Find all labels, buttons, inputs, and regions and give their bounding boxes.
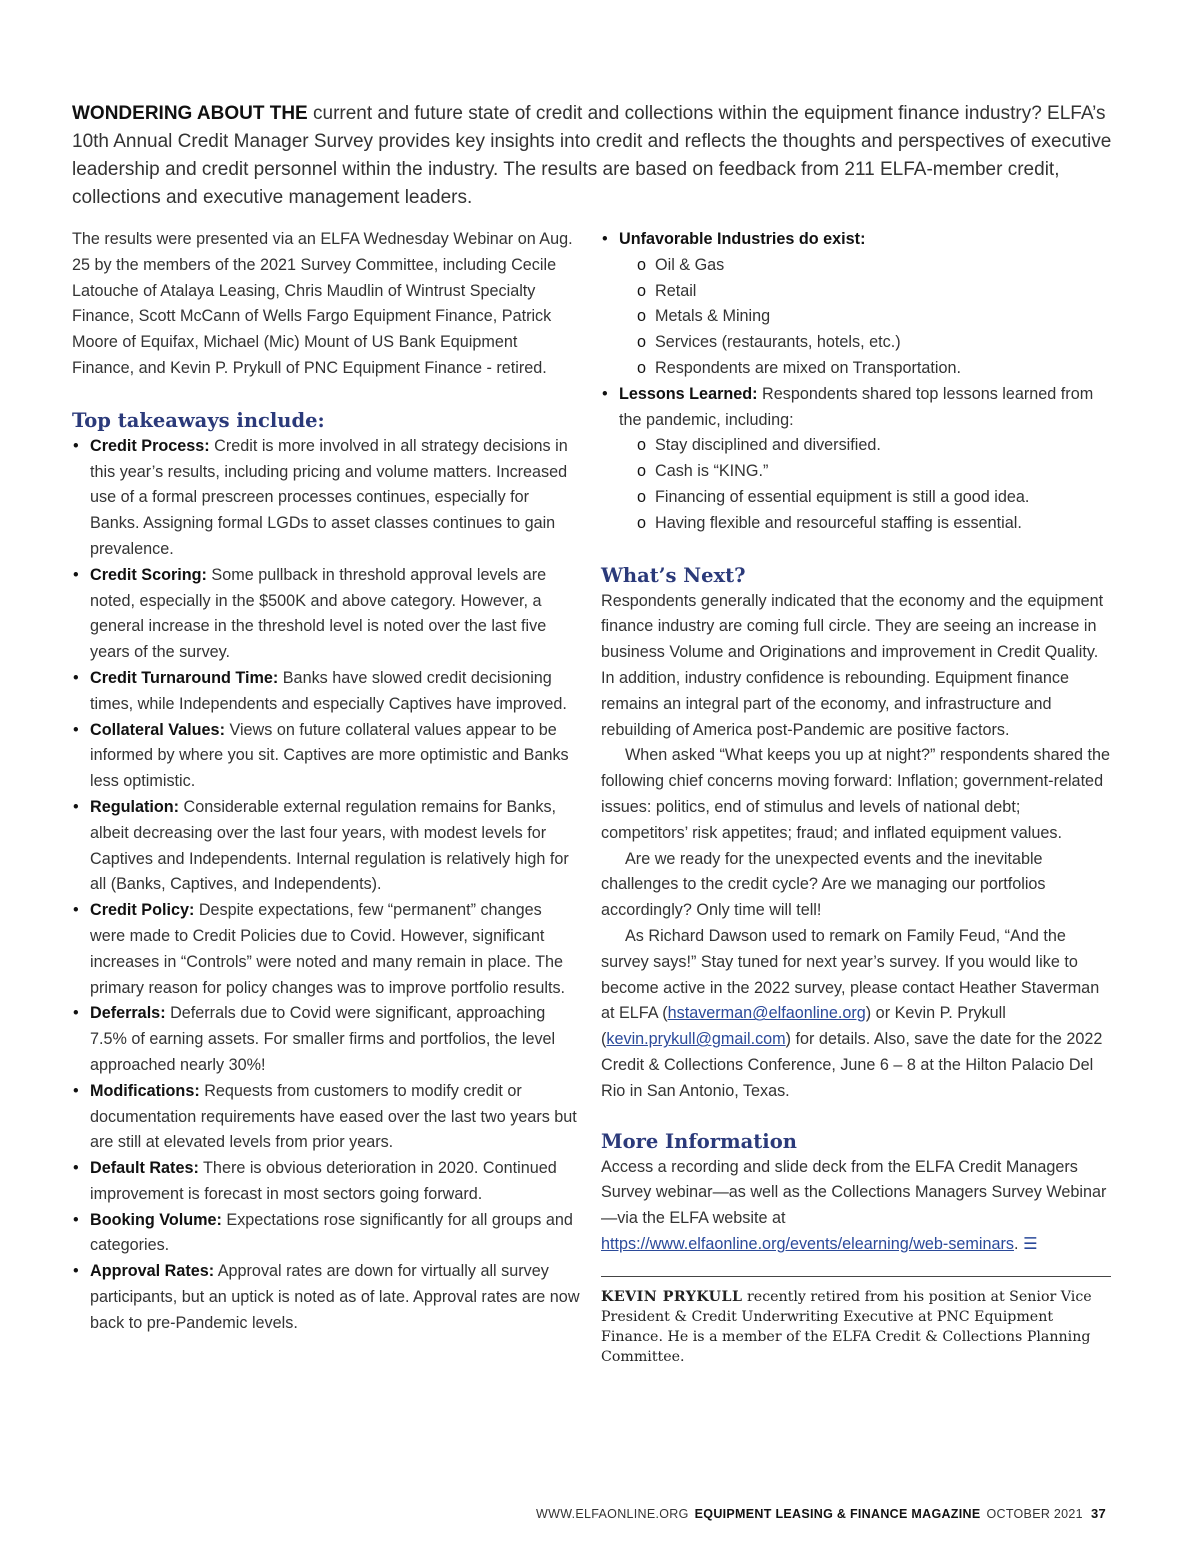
takeaway-text: Credit is more involved in all strategy decisions in this year’s results, including pricing and volume matters. Increased use of a formal prescreen processes continues, especially for Banks. Assigning formal LGDs to asset classes continues to gain prevalence. [90,436,568,558]
more-text: Access a recording and slide deck from the ELFA Credit Managers Survey webinar—as well as the Collections Managers Survey Webinar—via the ELFA website at [601,1157,1107,1228]
footer-site: WWW.ELFAONLINE.ORG [536,1507,689,1521]
takeaway-item [72,1079,580,1156]
takeaway-item [72,1259,580,1336]
sub-item: o Services (restaurants, hotels, etc.) [637,330,1111,356]
unfavorable-label: Unfavorable Industries do exist: [619,230,866,248]
sub-item: o Retail [637,279,1111,305]
next-paragraph-1: Respondents generally indicated that the economy and the equipment finance industry are coming full circle. They are seeing an increase in business Volume and Originations and improvement in Credit Quality. In addition, industry confidence is rebounding. Equipment finance remains an integral part of the economy, and infrastructure and rebuilding of America post-Pandemic are positive factors. [601,591,1104,739]
takeaway-item [72,1208,580,1260]
takeaway-label: Deferrals: [90,1004,166,1023]
bio-divider [601,1276,1111,1277]
more-information-heading: More Information [601,1129,797,1153]
author-bio [601,1287,1111,1367]
sub-item: o Respondents are mixed on Transportation. [637,356,1111,382]
left-column [72,227,580,1337]
email-link-prykull[interactable]: kevin.prykull@gmail.com [606,1030,786,1049]
lessons-text: Respondents shared top lessons learned from the pandemic, including: [619,384,1094,429]
takeaway-text: Approval rates are down for virtually all survey participants, but an uptick is noted as of late. Approval rates are now back to pre-Pandemic levels. [90,1262,580,1332]
whats-next-heading: What’s Next? [601,563,746,587]
takeaway-label: Credit Policy: [90,901,195,920]
top-takeaways-heading: Top takeaways include: [72,408,325,432]
takeaway-label: Booking Volume: [90,1210,222,1229]
takeaway-label: Default Rates: [90,1159,199,1178]
takeaway-item [72,1001,580,1078]
lessons-learned [601,382,1111,537]
more-after: . [1014,1234,1019,1253]
footer-issue: OCTOBER 2021 [986,1507,1083,1521]
takeaway-text: Deferrals due to Covid were significant, approaching 7.5% of earning assets. For smaller firms and portfolios, the level approached nearly 30%! [90,1004,556,1074]
next-p4-part-b: ) or Kevin P. Prykull ( [601,1004,1006,1049]
takeaway-label: Credit Turnaround Time: [90,668,279,687]
intro-paragraph [72,100,1132,212]
page-number: 37 [1090,1506,1106,1521]
sub-item: o Cash is “KING.” [637,459,1111,485]
intro-text: current and future state of credit and collections within the equipment finance industry? ELFA’s 10th Annual Credit Manager Survey provides key insights into credit and reflects the thoughts and perspectives of executive leadership and credit personnel within the industry. The results are based on feedback from 211 ELFA-member credit, collections and executive management leaders. [72,103,1112,208]
takeaway-label: Regulation: [90,797,180,816]
takeaway-text: Banks have slowed credit decisioning times, while Independents and especially Captives have improved. [90,668,567,713]
author-bio-text: recently retired from his position at Senior Vice President & Credit Underwriting Executive at PNC Equipment Finance. He is a member of the ELFA Credit & Collections Planning Committee. [601,1288,1092,1365]
takeaway-item [72,666,580,718]
sub-item: o Stay disciplined and diversified. [637,433,1111,459]
takeaway-text: Expectations rose significantly for all groups and categories. [90,1210,573,1255]
takeaway-item [72,795,580,898]
more-information-paragraph [601,1155,1111,1258]
sub-item: o Oil & Gas [637,253,1111,279]
takeaway-label: Modifications: [90,1081,200,1100]
takeaway-text: Some pullback in threshold approval levels are noted, especially in the $500K and above category. However, a general increase in the threshold level is noted over the last five years of the survey. [90,565,547,662]
page-footer [536,1506,1106,1521]
takeaway-label: Collateral Values: [90,720,225,739]
web-seminars-link[interactable]: https://www.elfaonline.org/events/elearning/web-seminars [601,1234,1014,1253]
footer-magazine: EQUIPMENT LEASING & FINANCE MAGAZINE [694,1507,981,1521]
email-link-staverman[interactable]: hstaverman@elfaonline.org [667,1004,866,1023]
takeaway-item [72,718,580,795]
takeaway-label: Credit Scoring: [90,565,207,584]
right-bullets [601,227,1111,537]
takeaway-text: Considerable external regulation remains for Banks, albeit decreasing over the last four years, with modest levels for Captives and Independents. Internal regulation is relatively high for all (Banks, Captives, and Independents). [90,797,569,894]
unfavorable-industries [601,227,1111,382]
takeaways-list [72,434,580,1337]
lessons-label: Lessons Learned: [619,384,758,403]
sub-item: o Metals & Mining [637,304,1111,330]
takeaway-text: Requests from customers to modify credit or documentation requirements have eased over the last two years but are still at elevated levels from prior years. [90,1081,577,1152]
takeaway-label: Approval Rates: [90,1262,215,1281]
unfavorable-list [619,253,1111,382]
next-p4-part-c: ) for details. Also, save the date for the 2022 Credit & Collections Conference, June 6 – 8 at the Hilton Palacio Del Rio in San Antonio, Texas. [601,1030,1103,1100]
end-mark-icon: ☰ [1023,1234,1038,1253]
sub-item: o Financing of essential equipment is still a good idea. [637,485,1111,511]
takeaway-item [72,563,580,666]
takeaway-item [72,434,580,563]
next-paragraph-2: When asked “What keeps you up at night?” respondents shared the following chief concerns moving forward: Inflation; government-related issues: politics, end of stimulus and levels of national debt; competitors’ risk appetites; fraud; and inflated equipment values. [601,746,1111,842]
next-paragraph-4 [601,924,1111,1105]
intro-lead: WONDERING ABOUT THE [72,103,308,124]
takeaway-item [72,1156,580,1208]
lessons-list [619,433,1111,536]
takeaway-text: Despite expectations, few “permanent” changes were made to Credit Policies due to Covid. However, significant increases in “Controls” were noted and many remain in place. The primary reason for policy changes was to improve portfolio results. [90,901,566,997]
next-p4-part-a: As Richard Dawson used to remark on Family Feud, “And the survey says!” Stay tuned for next year’s survey. If you would like to become active in the 2022 survey, please contact Heather Staverman at ELFA ( [601,926,1100,1023]
sub-item: o Having flexible and resourceful staffing is essential. [637,511,1111,537]
webinar-paragraph: The results were presented via an ELFA Wednesday Webinar on Aug. 25 by the members of the 2021 Survey Committee, including Cecile Latouche of Atalaya Leasing, Chris Maudlin of Wintrust Specialty Finance, Scott McCann of Wells Fargo Equipment Finance, Patrick Moore of Equifax, Michael (Mic) Mount of US Bank Equipment Finance, and Kevin P. Prykull of PNC Equipment Finance - retired. [72,230,573,377]
takeaway-item [72,898,580,1001]
author-name: KEVIN PRYKULL [601,1288,743,1305]
takeaway-text: There is obvious deterioration in 2020. Continued improvement is forecast in most sectors going forward. [90,1159,557,1203]
right-column [601,227,1111,1367]
next-paragraph-3: Are we ready for the unexpected events and the inevitable challenges to the credit cycle? Are we managing our portfolios accordingly? Only time will tell! [601,849,1046,920]
takeaway-text: Views on future collateral values appear to be informed by where you sit. Captives are more optimistic and Banks less optimistic. [90,720,569,791]
takeaway-label: Credit Process: [90,436,210,455]
